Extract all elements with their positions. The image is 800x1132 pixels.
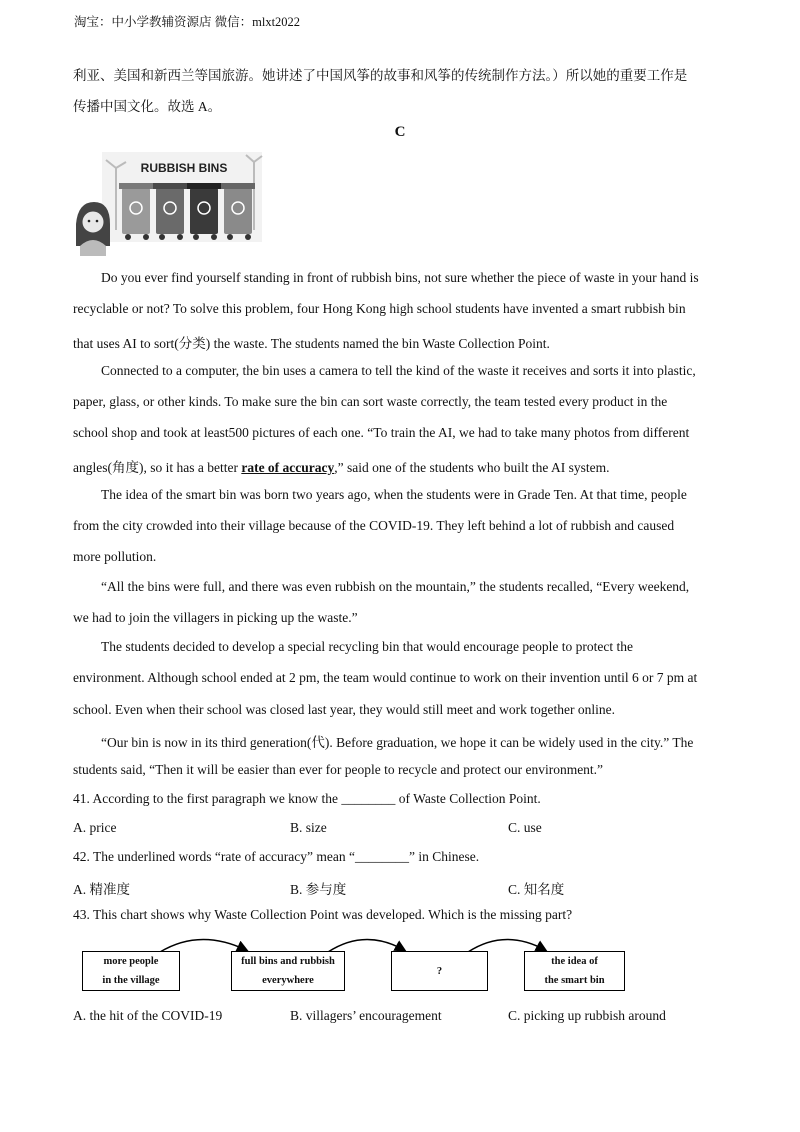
q43-option-a[interactable]: A. the hit of the COVID-19 [73, 1008, 223, 1023]
passage-line-16: “Our bin is now in its third generation(代). Before graduation, we hope it can be widely used in the city.” The [101, 735, 694, 750]
flow-box-4-line-2: the smart bin [544, 975, 605, 986]
passage-line-3: that uses AI to sort(分类) the waste. The students named the bin Waste Collection Point. [73, 336, 550, 351]
flow-box-2-line-1: full bins and rubbish [241, 956, 335, 967]
flow-box-missing [391, 951, 488, 991]
illustration-title: RUBBISH BINS [140, 161, 228, 175]
passage-line-1: Do you ever find yourself standing in front of rubbish bins, not sure whether the piece of waste in your hand is [101, 270, 699, 285]
passage-line-11: “All the bins were full, and there was even rubbish on the mountain,” the students recalled, “Every weekend, [101, 579, 690, 594]
q42-option-a[interactable]: A. 精准度 [73, 882, 130, 897]
q42-option-c[interactable]: C. 知名度 [508, 882, 565, 897]
passage-line-6: school shop and took at least500 pictures of each one. “To train the AI, we had to take many photos from different [73, 425, 690, 440]
q41-option-a[interactable]: A. price [73, 820, 117, 835]
passage-line-10: more pollution. [73, 549, 157, 564]
flow-box-more-people [82, 951, 180, 991]
passage-line-7 [73, 456, 610, 476]
passage-line-2: recyclable or not? To solve this problem, four Hong Kong high school students have invented a smart rubbish bin [73, 301, 686, 316]
question-42: 42. The underlined words “rate of accuracy” mean “________” in Chinese. [73, 849, 480, 864]
flow-box-1-line-2: in the village [102, 975, 160, 986]
q43-option-b[interactable]: B. villagers’ encouragement [290, 1008, 442, 1023]
passage-line-15: school. Even when their school was closed last year, they would still meet and work together online. [73, 702, 615, 717]
flow-box-idea [524, 951, 625, 991]
passage-line-7-pre: angles(角度), so it has a better [73, 460, 242, 475]
passage-line-14: environment. Although school ended at 2 pm, the team would continue to work on their invention until 6 or 7 pm at [73, 670, 698, 685]
intro-line-1: 利亚、美国和新西兰等国旅游。她讲述了中国风筝的故事和风筝的传统制作方法。）所以她的重要工作是 [73, 68, 688, 83]
q42-option-b[interactable]: B. 参与度 [290, 882, 347, 897]
passage-line-4: Connected to a computer, the bin uses a camera to tell the kind of the waste it receives and sorts it into plastic, [101, 363, 696, 378]
flow-box-full-bins [231, 951, 345, 991]
section-label: C [394, 124, 406, 140]
passage-line-8: The idea of the smart bin was born two years ago, when the students were in Grade Ten. At that time, people [101, 487, 687, 502]
q43-option-c[interactable]: C. picking up rubbish around [508, 1008, 666, 1023]
question-43: 43. This chart shows why Waste Collection Point was developed. Which is the missing part? [73, 907, 573, 922]
q41-option-c[interactable]: C. use [508, 820, 542, 835]
flow-box-1-line-1: more people [103, 956, 159, 967]
q41-option-b[interactable]: B. size [290, 820, 327, 835]
rubbish-bins-illustration [72, 150, 267, 258]
passage-line-5: paper, glass, or other kinds. To make sure the bin can sort waste correctly, the team tested every product in the [73, 394, 668, 409]
flow-box-4-line-1: the idea of [551, 956, 598, 967]
passage-line-9: from the city crowded into their village because of the COVID-19. They left behind a lot of rubbish and caused [73, 518, 675, 533]
flow-box-2-line-2: everywhere [262, 975, 314, 986]
intro-line-2: 传播中国文化。故选 A。 [73, 99, 222, 114]
underlined-phrase: rate of accuracy [241, 460, 335, 475]
question-41: 41. According to the first paragraph we know the ________ of Waste Collection Point. [73, 791, 541, 806]
passage-line-12: we had to join the villagers in picking up the waste.” [73, 610, 358, 625]
page-header: 淘宝：中小学教辅资源店 微信：mlxt2022 [74, 15, 301, 29]
passage-line-17: students said, “Then it will be easier than ever for people to recycle and protect our environment.” [73, 762, 604, 777]
flow-box-3-text: ? [436, 965, 443, 977]
passage-line-13: The students decided to develop a special recycling bin that would encourage people to protect the [101, 639, 633, 654]
passage-line-7-post: ,” said one of the students who built the AI system. [334, 460, 610, 475]
